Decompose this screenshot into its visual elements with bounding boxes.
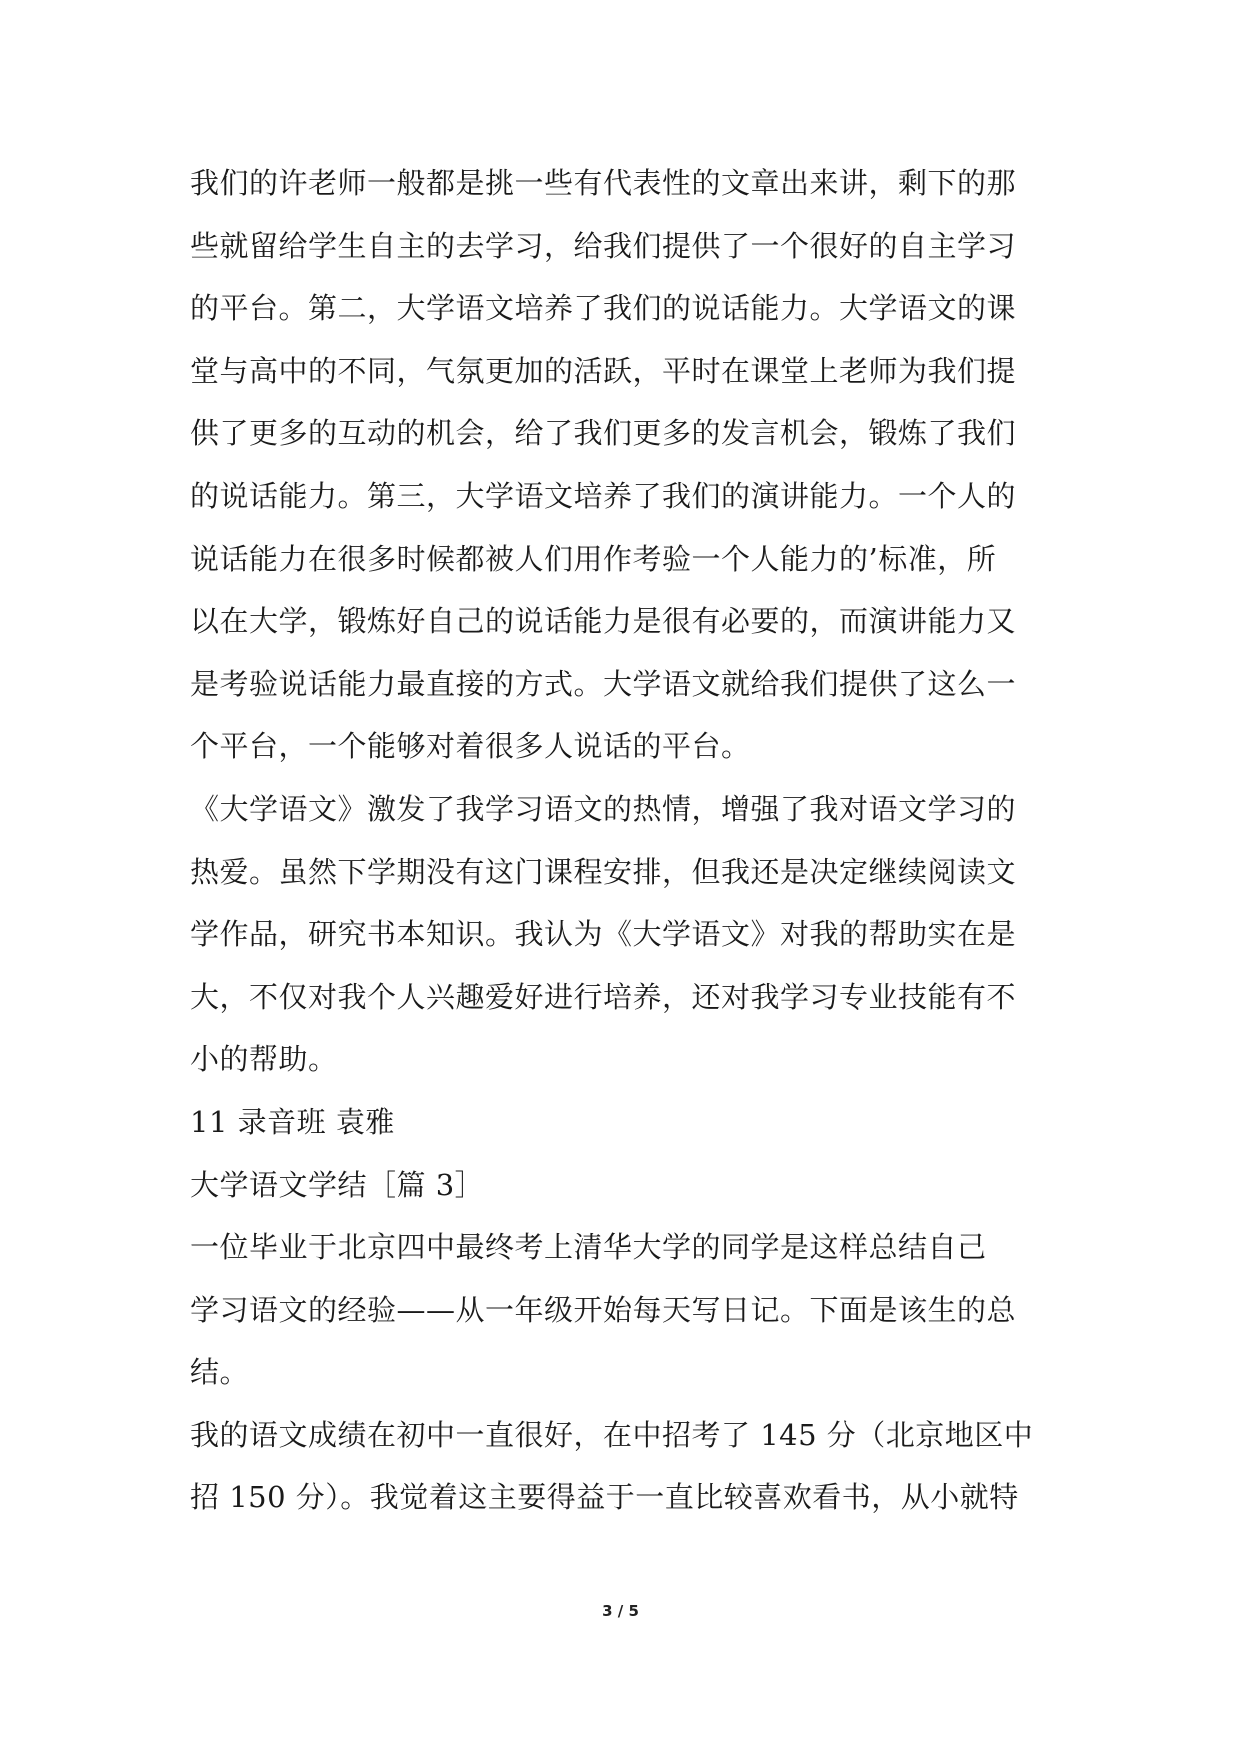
- text-line: 热爱。虽然下学期没有这门课程安排，但我还是决定继续阅读文: [190, 854, 1017, 889]
- text-line: 小的帮助。: [190, 1042, 338, 1077]
- text-line: 大，不仅对我个人兴趣爱好进行培养，还对我学习专业技能有不: [190, 979, 1017, 1014]
- text-line: 说话能力在很多时候都被人们用作考验一个人能力的’标准，所: [190, 541, 997, 576]
- text-line: 是考验说话能力最直接的方式。大学语文就给我们提供了这么一: [190, 666, 1017, 701]
- text-line: 《大学语文》激发了我学习语文的热情，增强了我对语文学习的: [190, 791, 1017, 826]
- document-body: [190, 152, 1060, 1529]
- text-line: 些就留给学生自主的去学习，给我们提供了一个很好的自主学习: [190, 228, 1017, 263]
- text-line: 个平台，一个能够对着很多人说话的平台。: [190, 729, 751, 764]
- text-line: 堂与高中的不同，气氛更加的活跃，平时在课堂上老师为我们提: [190, 353, 1017, 388]
- text-line: 招 150 分）。我觉着这主要得益于一直比较喜欢看书，从小就特: [190, 1480, 1019, 1515]
- text-line: 以在大学，锻炼好自己的说话能力是很有必要的，而演讲能力又: [190, 604, 1017, 639]
- text-line: 供了更多的互动的机会，给了我们更多的发言机会，锻炼了我们: [190, 416, 1017, 451]
- page-number: 3 / 5: [602, 1602, 639, 1620]
- text-line: 结。: [190, 1355, 250, 1390]
- section-heading: 大学语文学结［篇 3］: [190, 1167, 485, 1202]
- text-line: 我们的许老师一般都是挑一些有代表性的文章出来讲，剩下的那: [190, 166, 1017, 200]
- text-line: 一位毕业于北京四中最终考上清华大学的同学是这样总结自己: [190, 1230, 987, 1265]
- text-line: 的平台。第二，大学语文培养了我们的说话能力。大学语文的课: [190, 291, 1017, 326]
- text-line: 学习语文的经验——从一年级开始每天写日记。下面是该生的总: [190, 1292, 1017, 1327]
- text-line: 的说话能力。第三，大学语文培养了我们的演讲能力。一个人的: [190, 478, 1017, 513]
- text-line: 我的语文成绩在初中一直很好，在中招考了 145 分（北京地区中: [190, 1417, 1034, 1452]
- text-line: 学作品，研究书本知识。我认为《大学语文》对我的帮助实在是: [190, 917, 1017, 952]
- author-line: 11 录音班 袁雅: [190, 1104, 395, 1139]
